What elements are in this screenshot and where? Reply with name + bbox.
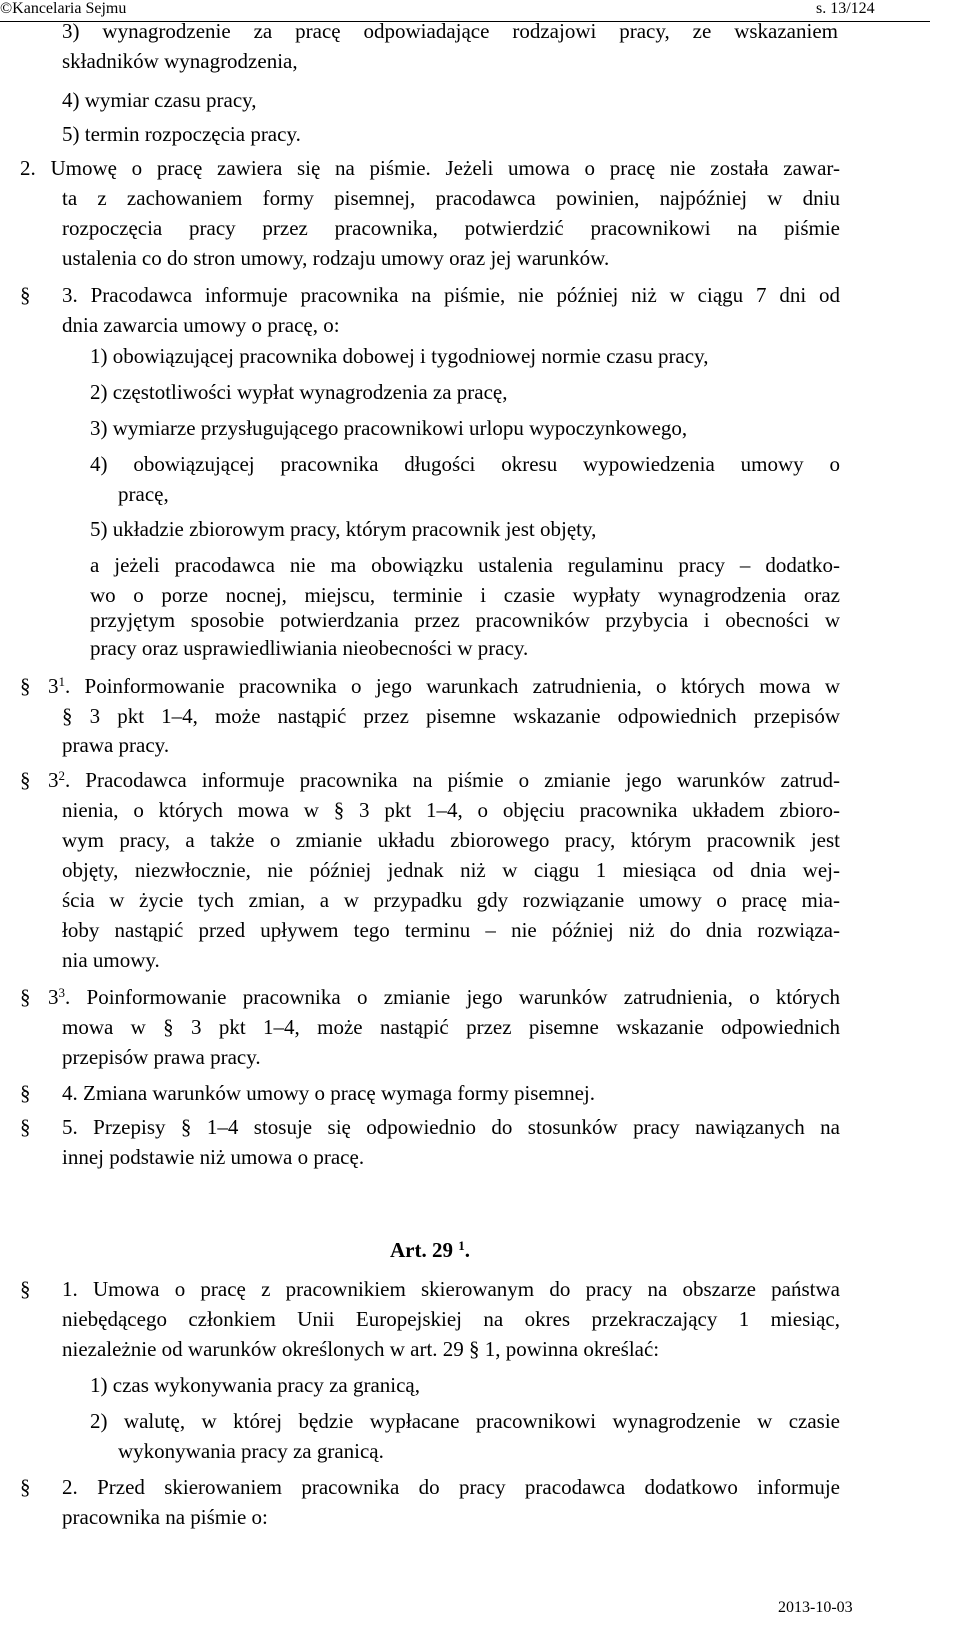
paragraph-3-line2: dnia zawarcia umowy o pracę, o: bbox=[62, 313, 340, 337]
article-para-1-item-2-line1: 2) walutę, w której będzie wypłacane pracownikowi wynagrodzenie w czasie bbox=[90, 1409, 840, 1433]
list-item-3-line1: 3) wynagrodzenie za pracę odpowiadające rodzajowi pracy, ze wskazaniem bbox=[62, 19, 838, 43]
paragraph-3-tail-line4: pracy oraz usprawiedliwiania nieobecności w pracy. bbox=[90, 636, 529, 660]
paragraph-3-item-5: 5) układzie zbiorowym pracy, którym pracownik jest objęty, bbox=[90, 517, 597, 541]
page-number: s. 13/124 bbox=[816, 0, 875, 17]
paragraph-3-tail-line1: a jeżeli pracodawca nie ma obowiązku ustalenia regulaminu pracy – dodatko- bbox=[90, 553, 840, 577]
article-para-1-line3: niezależnie od warunków określonych w art. 29 § 1, powinna określać: bbox=[62, 1337, 660, 1361]
article-heading: Art. 29 $^1$. bbox=[390, 1238, 470, 1262]
paragraph-3-2-line7: nia umowy. bbox=[62, 948, 160, 972]
article-para-2-line2: pracownika na piśmie o: bbox=[62, 1505, 268, 1529]
paragraph-superscript: 1 bbox=[58, 674, 65, 689]
paragraph-5-line2: innej podstawie niż umowa o pracę. bbox=[62, 1145, 365, 1169]
paragraph-3-item-3: 3) wymiarze przysługującego pracownikowi urlopu wypoczynkowego, bbox=[90, 416, 688, 440]
paragraph-3-3-line2: mowa w § 3 pkt 1–4, może nastąpić przez pisemne wskazanie odpowiednich bbox=[62, 1015, 840, 1039]
paragraph-3-item-4-line2: pracę, bbox=[118, 482, 169, 506]
paragraph-superscript: 2 bbox=[58, 768, 65, 783]
article-para-1-item-1: 1) czas wykonywania pracy za granicą, bbox=[90, 1373, 421, 1397]
paragraph-3-tail-line3: przyjętym sposobie potwierdzania przez pracowników przybycia i obecności w bbox=[90, 608, 840, 632]
paragraph-3-tail-line2: wo o porze nocnej, miejscu, terminie i czasie wypłaty wynagrodzenia oraz bbox=[90, 583, 840, 607]
paragraph-3-2-line1: $3^2$. Pracodawca informuje pracownika na piśmie o zmianie jego warunków zatrud- bbox=[48, 768, 840, 792]
article-superscript: 1 bbox=[458, 1238, 465, 1253]
paragraph-3-2-line2: nienia, o których mowa w § 3 pkt 1–4, o objęciu pracownika układem zbioro- bbox=[62, 798, 840, 822]
paragraph-3-line1: 3. Pracodawca informuje pracownika na piśmie, nie później niż w ciągu 7 dni od bbox=[62, 283, 840, 307]
paragraph-number: 3 bbox=[48, 768, 59, 792]
list-item-3-line2: składników wynagrodzenia, bbox=[62, 49, 298, 73]
paragraph-4: 4. Zmiana warunków umowy o pracę wymaga formy pisemnej. bbox=[62, 1081, 596, 1105]
section-sign: § bbox=[20, 1277, 31, 1301]
section-sign: § bbox=[20, 674, 31, 698]
paragraph-2-line2: ta z zachowaniem formy pisemnej, pracodawca powinien, najpóźniej w dniu bbox=[62, 186, 840, 210]
paragraph-3-1-line2: § 3 pkt 1–4, może nastąpić przez pisemne wskazanie odpowiednich przepisów bbox=[62, 704, 840, 728]
document-date: 2013-10-03 bbox=[778, 1599, 853, 1616]
paragraph-2-line4: ustalenia co do stron umowy, rodzaju umowy oraz jej warunków. bbox=[62, 246, 610, 270]
article-para-2-line1: 2. Przed skierowaniem pracownika do pracy pracodawca dodatkowo informuje bbox=[62, 1475, 840, 1499]
paragraph-3-item-4-line1: 4) obowiązującej pracownika długości okresu wypowiedzenia umowy o bbox=[90, 452, 840, 476]
paragraph-superscript: 3 bbox=[58, 985, 65, 1000]
paragraph-number: 3 bbox=[48, 674, 59, 698]
paragraph-5-line1: 5. Przepisy § 1–4 stosuje się odpowiednio do stosunków pracy nawiązanych na bbox=[62, 1115, 840, 1139]
paragraph-3-3-line1: $3^3$. Poinformowanie pracownika o zmianie jego warunków zatrudnienia, o których bbox=[48, 985, 840, 1009]
paragraph-3-1-line1: $3^1$. Poinformowanie pracownika o jego warunkach zatrudnienia, o których mowa w bbox=[48, 674, 840, 698]
section-sign: § bbox=[20, 768, 31, 792]
article-para-1-line2: niebędącego członkiem Unii Europejskiej na okres przekraczający 1 miesiąc, bbox=[62, 1307, 840, 1331]
paragraph-2-line3: rozpoczęcia pracy przez pracownika, potwierdzić pracownikowi na piśmie bbox=[62, 216, 840, 240]
list-item-5: 5) termin rozpoczęcia pracy. bbox=[62, 122, 301, 146]
copyright-notice: ©Kancelaria Sejmu bbox=[0, 0, 127, 17]
paragraph-2-line1: 2. Umowę o pracę zawiera się na piśmie. Jeżeli umowa o pracę nie została zawar- bbox=[20, 156, 840, 180]
section-sign: § bbox=[20, 1081, 31, 1105]
paragraph-3-3-line3: przepisów prawa pracy. bbox=[62, 1045, 261, 1069]
paragraph-3-2-line4: objęty, niezwłocznie, nie później jednak niż w ciągu 1 miesiąca od dnia wej- bbox=[62, 858, 840, 882]
paragraph-3-1-line3: prawa pracy. bbox=[62, 733, 170, 757]
section-sign: § bbox=[20, 985, 31, 1009]
paragraph-number: 3 bbox=[48, 985, 59, 1009]
section-sign: § bbox=[20, 1115, 31, 1139]
article-para-1-line1: 1. Umowa o pracę z pracownikiem skierowanym do pracy na obszarze państwa bbox=[62, 1277, 840, 1301]
paragraph-3-2-line3: wym pracy, a także o zmianie układu zbiorowego pracy, którym pracownik jest bbox=[62, 828, 840, 852]
list-item-4: 4) wymiar czasu pracy, bbox=[62, 88, 257, 112]
paragraph-3-2-line5: ścia w życie tych zmian, a w przypadku gdy rozwiązanie umowy o pracę mia- bbox=[62, 888, 840, 912]
paragraph-3-2-line6: łoby nastąpić przed upływem tego terminu – nie później niż do dnia rozwiąza- bbox=[62, 918, 840, 942]
article-para-1-item-2-line2: wykonywania pracy za granicą. bbox=[118, 1439, 384, 1463]
section-sign: § bbox=[20, 283, 31, 307]
section-sign: § bbox=[20, 1475, 31, 1499]
paragraph-3-item-2: 2) częstotliwości wypłat wynagrodzenia za pracę, bbox=[90, 380, 508, 404]
paragraph-3-item-1: 1) obowiązującej pracownika dobowej i tygodniowej normie czasu pracy, bbox=[90, 344, 709, 368]
